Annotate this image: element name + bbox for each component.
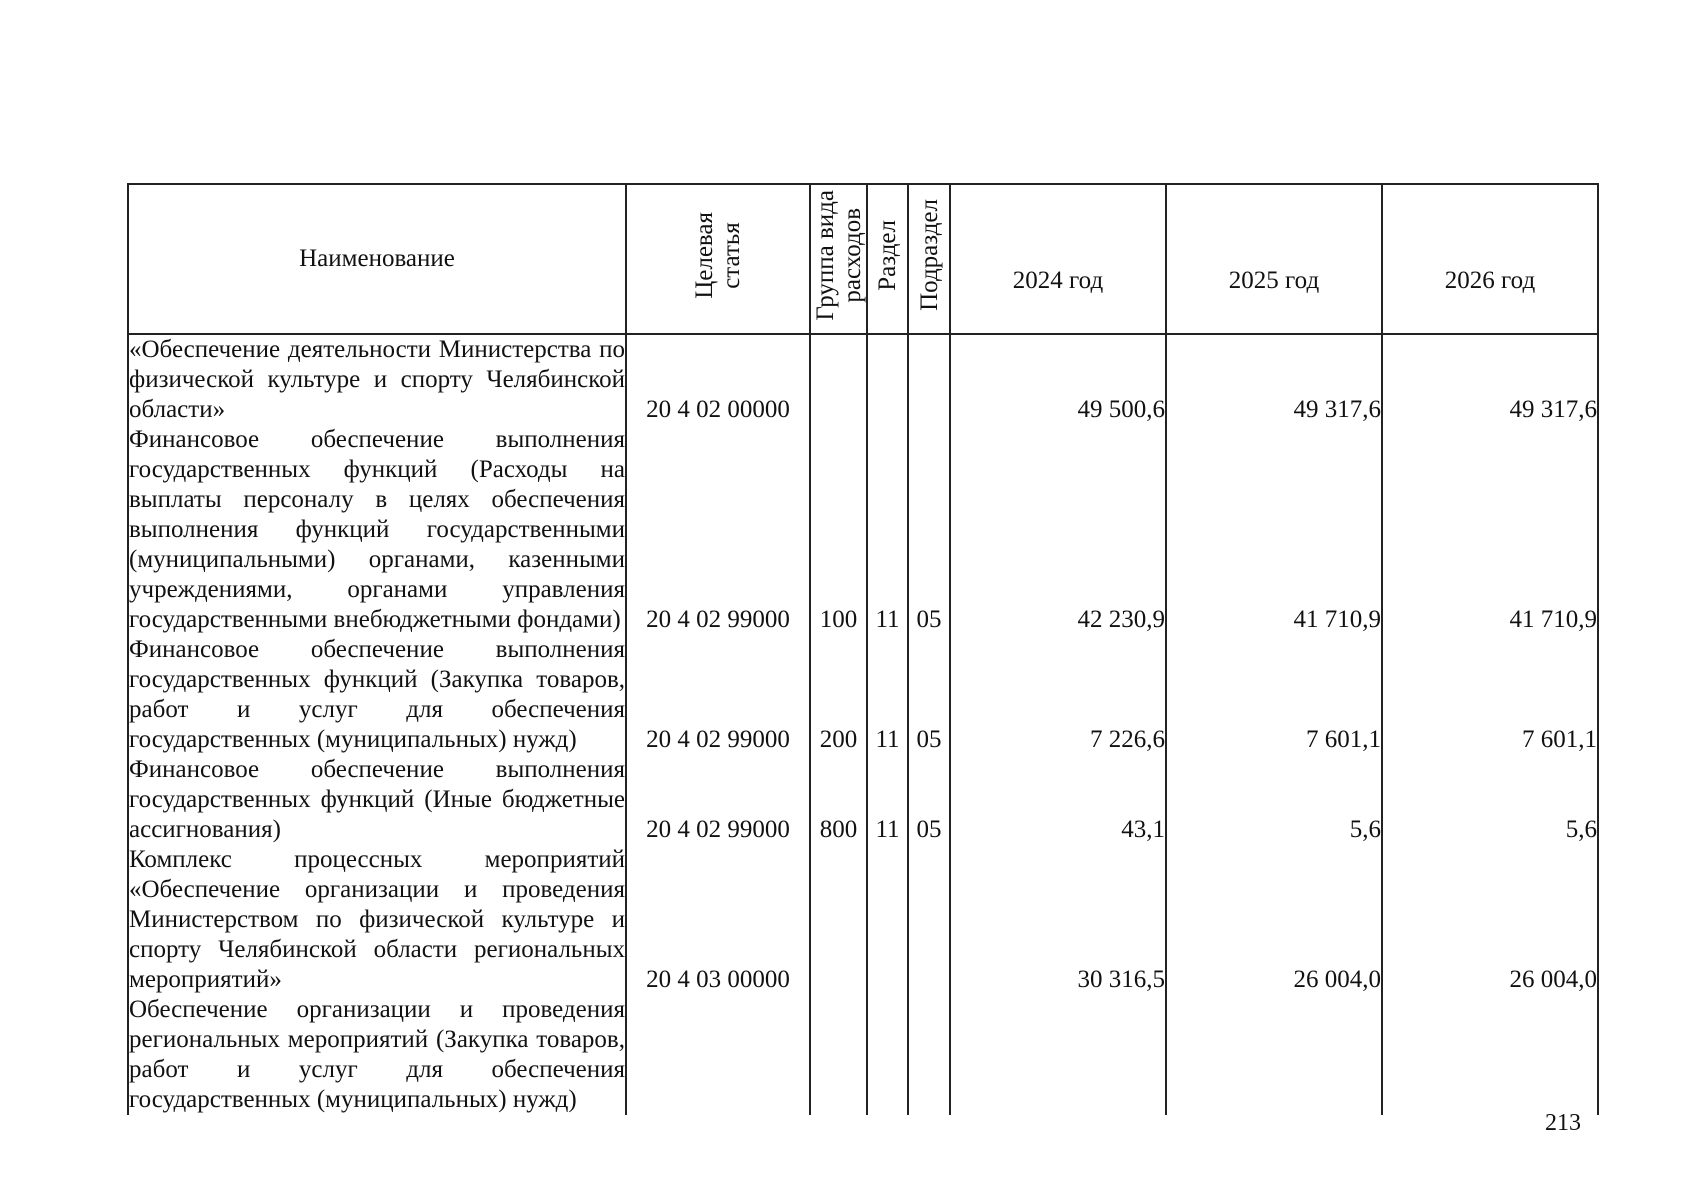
row-target-article: 20 4 02 99000 [626,755,810,845]
row-expense-group [810,995,867,1115]
row-target-article: 20 4 02 00000 [626,334,810,425]
table-row [128,334,1598,425]
row-subsection: 05 [908,425,950,635]
row-section [867,995,908,1115]
row-2024: 42 230,9 [950,425,1166,635]
row-2024: 43,1 [950,755,1166,845]
header-target-article: Целевая статья [626,184,810,334]
table-header-row [128,184,1598,334]
row-2024 [950,995,1166,1115]
header-2025: 2025 год [1166,184,1382,334]
row-2024: 30 316,5 [950,845,1166,995]
page-number: 213 [1545,1110,1581,1136]
row-name: Финансовое обеспечение выполнения государственных функций (Иные бюджетные ассигнования) [129,756,625,843]
budget-table-sheet [127,183,1599,1113]
row-subsection: 05 [908,635,950,755]
row-subsection [908,995,950,1115]
row-2026 [1382,995,1598,1115]
row-target-article: 20 4 02 99000 [626,635,810,755]
row-name: Обеспечение организации и проведения региональных мероприятий (Закупка товаров, работ и услуг для обеспечения государственных (муниципальных) нужд) [129,996,625,1113]
header-name: Наименование [128,184,626,334]
row-name: Комплекс процессных мероприятий «Обеспечение организации и проведения Министерством по физической культуре и спорту Челябинской области региональных мероприятий» [129,846,625,993]
row-2025 [1166,995,1382,1115]
row-2025: 49 317,6 [1166,334,1382,425]
row-subsection: 05 [908,755,950,845]
row-name: Финансовое обеспечение выполнения государственных функций (Закупка товаров, работ и услуг для обеспечения государственных (муниципальных) нужд) [129,636,625,753]
row-section: 11 [867,425,908,635]
row-2024: 49 500,6 [950,334,1166,425]
row-section [867,334,908,425]
row-2026: 49 317,6 [1382,334,1598,425]
header-expense-group: Группа вида расходов [810,184,867,334]
row-expense-group [810,334,867,425]
table-row [128,425,1598,635]
header-section: Раздел [867,184,908,334]
row-subsection [908,845,950,995]
row-2025: 5,6 [1166,755,1382,845]
row-2024: 7 226,6 [950,635,1166,755]
row-subsection [908,334,950,425]
header-2026: 2026 год [1382,184,1598,334]
row-name: Финансовое обеспечение выполнения государственных функций (Расходы на выплаты персоналу в целях обеспечения выполнения функций государственными (муниципальными) органами, казенными учреждениями, органами управления государственными внебюджетными фондами) [129,426,625,633]
table-row [128,755,1598,845]
header-subsection: Подраздел [908,184,950,334]
header-2024: 2024 год [950,184,1166,334]
table-row [128,845,1598,995]
row-target-article: 20 4 02 99000 [626,425,810,635]
table-row [128,635,1598,755]
row-section: 11 [867,635,908,755]
row-2026: 41 710,9 [1382,425,1598,635]
row-expense-group [810,845,867,995]
row-target-article [626,995,810,1115]
row-expense-group: 200 [810,635,867,755]
row-2026: 26 004,0 [1382,845,1598,995]
row-section [867,845,908,995]
row-2025: 41 710,9 [1166,425,1382,635]
budget-table [127,183,1599,1115]
row-2026: 7 601,1 [1382,635,1598,755]
table-row [128,995,1598,1115]
row-target-article: 20 4 03 00000 [626,845,810,995]
row-expense-group: 100 [810,425,867,635]
row-name: «Обеспечение деятельности Министерства по физической культуре и спорту Челябинской области» [129,336,625,423]
row-expense-group: 800 [810,755,867,845]
row-2026: 5,6 [1382,755,1598,845]
row-section: 11 [867,755,908,845]
row-2025: 26 004,0 [1166,845,1382,995]
row-2025: 7 601,1 [1166,635,1382,755]
